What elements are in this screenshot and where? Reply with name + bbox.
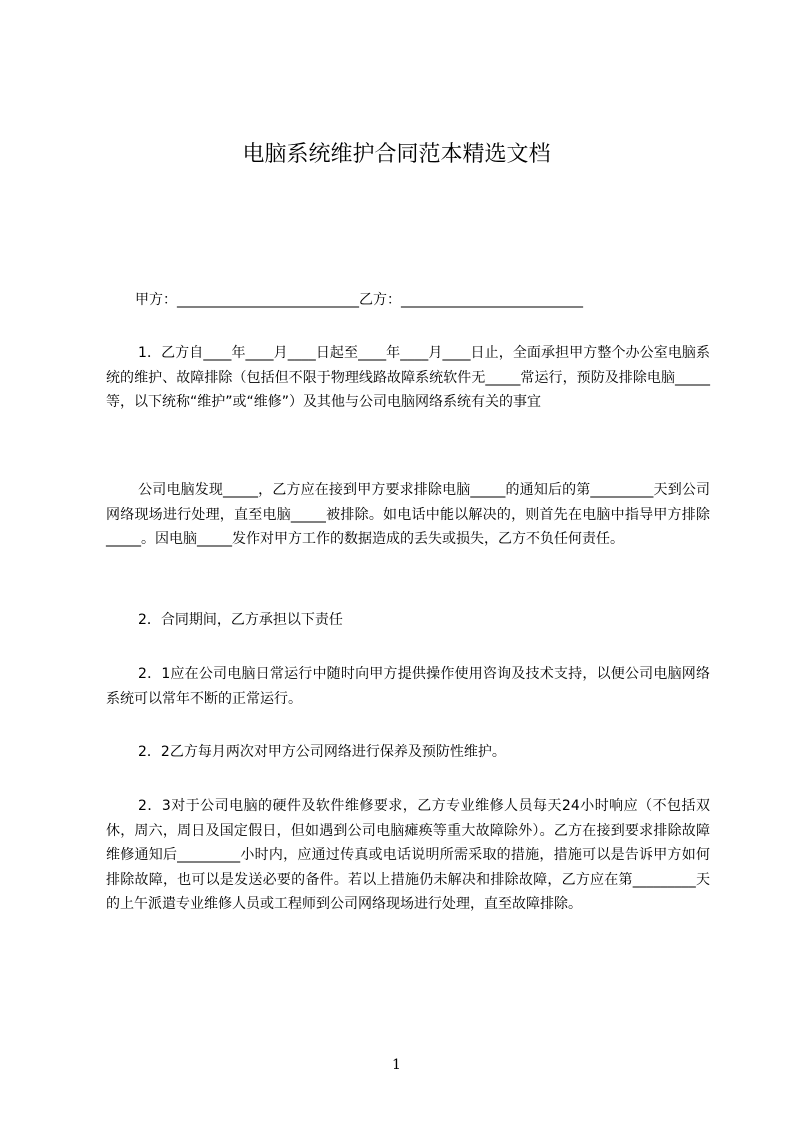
fault-handling-paragraph	[106, 478, 710, 552]
clause-2-2-text: 2．2乙方每月两次对甲方公司网络进行保养及预防性维护。	[138, 744, 506, 760]
clause-2-2-paragraph	[106, 740, 710, 765]
document-title: 电脑系统维护合同范本精选文档	[242, 142, 551, 167]
party-b-field: 乙方：__________________________	[359, 292, 583, 308]
clause-2-1-paragraph	[106, 662, 710, 711]
clause-2-1-text: 2．1应在公司电脑日常运行中随时向甲方提供操作使用咨询及技术支持，以便公司电脑网络系统可以常年不断的正常运行。	[106, 666, 710, 707]
party-a-field: 甲方：__________________________	[135, 292, 359, 308]
clause-1-text: 1．乙方自____年____月____日起至____年____月____日止，全面承担甲方整个办公室电脑系统的维护、故障排除（包括但不限于物理线路故障系统软件无_____常运行，预防及排除电脑_____等，以下统称“维护”或“维修”）及其他与公司电脑网络系统有关的事宜	[106, 345, 710, 410]
clause-1-paragraph	[106, 341, 710, 415]
clause-2-heading-text: 2．合同期间，乙方承担以下责任	[138, 612, 343, 628]
page-number: 1	[392, 1057, 401, 1073]
clause-2-heading	[106, 608, 710, 633]
fault-handling-text: 公司电脑发现_____，乙方应在接到甲方要求排除电脑_____的通知后的第_________天到公司网络现场进行处理，直至电脑_____被排除。如电话中能以解决的，则首先在电脑中指导甲方排除_____。因电脑_____发作对甲方工作的数据造成的丢失或损失，乙方不负任何责任。	[106, 482, 710, 547]
clause-2-3-paragraph	[106, 794, 710, 917]
clause-2-3-text: 2．3对于公司电脑的硬件及软件维修要求，乙方专业维修人员每天24小时响应（不包括双休，周六，周日及国定假日，但如遇到公司电脑瘫痪等重大故障除外）。乙方在接到要求排除故障维修通知后_________小时内，应通过传真或电话说明所需采取的措施，措施可以是告诉甲方如何排除故障，也可以是发送必要的备件。若以上措施仍未解决和排除故障，乙方应在第_________天的上午派遣专业维修人员或工程师到公司网络现场进行处理，直至故障排除。	[106, 798, 710, 912]
parties-line	[135, 290, 583, 310]
